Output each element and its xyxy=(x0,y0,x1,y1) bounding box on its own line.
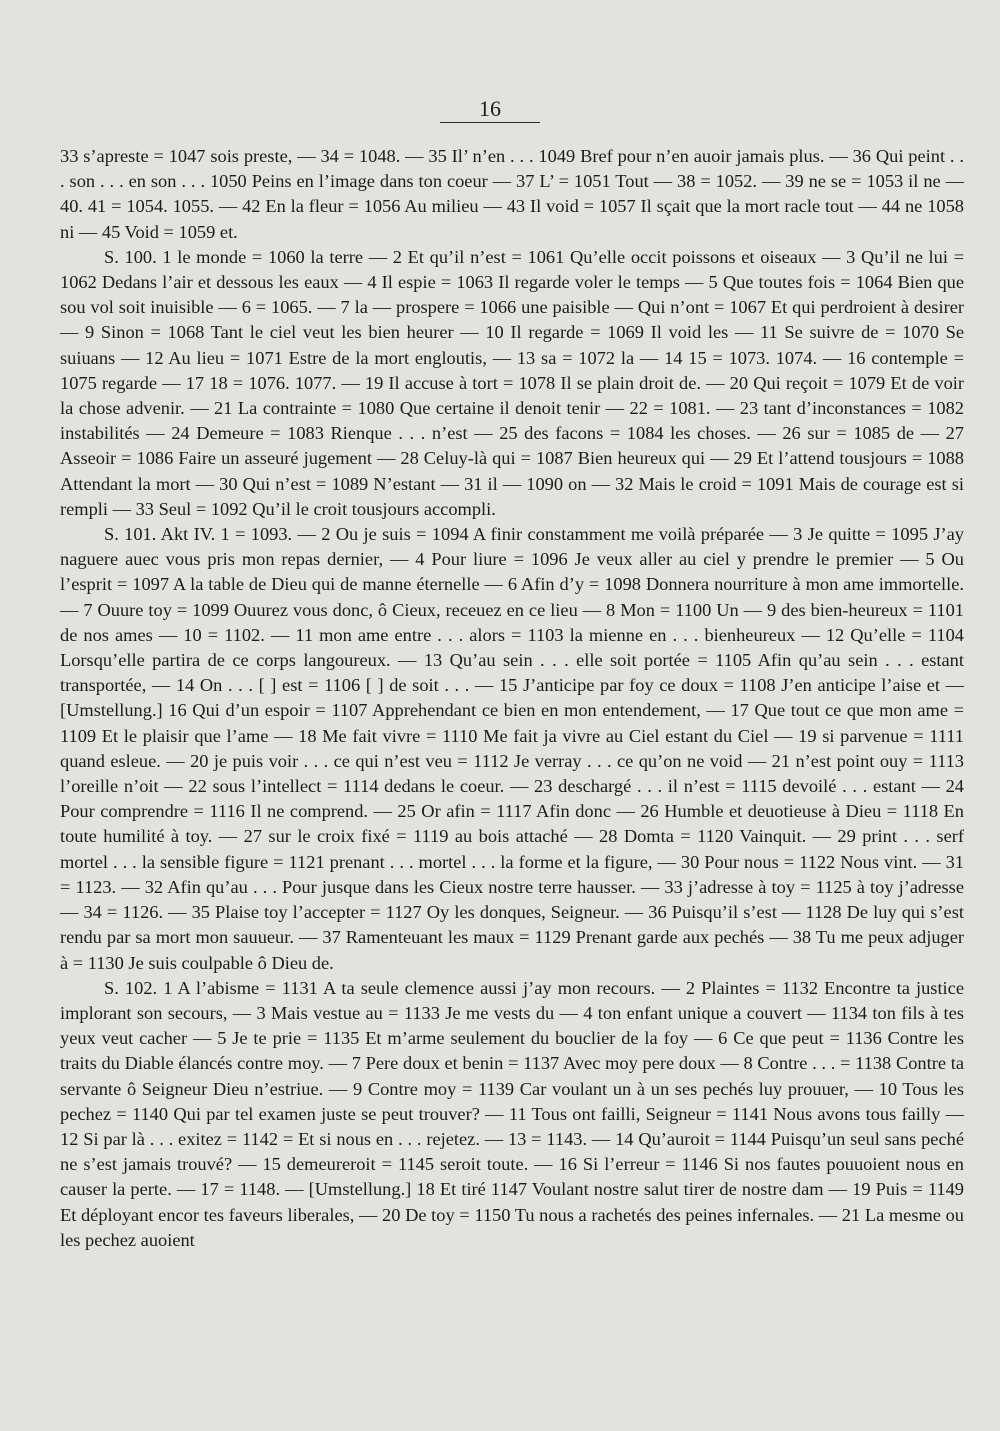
paragraph-continuation: 33 s’apreste = 1047 sois preste, — 34 = 1048. — 35 Il’ n’en . . . 1049 Bref pour n’en auoir jamais plus. — 36 Qui peint . . . son . . . en son . . . 1050 Peins en l’image dans ton coeur — 37 L’ = 1051 Tout — 38 = 1052. — 39 ne se = 1053 il ne — 40. 41 = 1054. 1055. — 42 En la fleur = 1056 Au milieu — 43 Il void = 1057 Il sçait que la mort racle tout — 44 ne 1058 ni — 45 Void = 1059 et. xyxy=(60,146,964,242)
paragraph-s102: S. 102. 1 A l’abisme = 1131 A ta seule clemence aussi j’ay mon recours. — 2 Plaintes = 1132 Encontre ta justice implorant son secours, — 3 Mais vestue au = 1133 Je me vests du — 4 ton enfant unique a couvert — 1134 ton fils à tes yeux veut cacher — 5 Je te prie = 1135 Et m’arme seulement du bouclier de la foy — 6 Ce que peut = 1136 Contre les traits du Diable élancés contre moy. — 7 Pere doux et benin = 1137 Avec moy pere doux — 8 Contre . . . = 1138 Contre ta servante ô Seigneur Dieu n’estriue. — 9 Contre moy = 1139 Car voulant un à un ses pechés luy prouuer, — 10 Tous les pechez = 1140 Qui par tel examen juste se peut trouver? — 11 Tous ont failli, Seigneur = 1141 Nous avons tous failly — 12 Si par là . . . exitez = 1142 = Et si nous en . . . rejetez. — 13 = 1143. — 14 Qu’auroit = 1144 Puisqu’un seul sans peché ne s’est jamais trouvé? — 15 demeureroit = 1145 seroit toute. — 16 Si l’erreur = 1146 Si nos fautes pouuoient nous en causer la perte. — 17 = 1148. — [Umstellung.] 18 Et tiré 1147 Voulant nostre salut tirer de nostre dam — 19 Puis = 1149 Et déployant encor tes faveurs liberales, — 20 De toy = 1150 Tu nous a rachetés des peines infernales. — 21 La mesme ou les pechez auoient xyxy=(60,977,964,1250)
page-number: 16 xyxy=(479,96,501,121)
page-number-rule xyxy=(440,122,540,123)
paragraph-s100: S. 100. 1 le monde = 1060 la terre — 2 Et qu’il n’est = 1061 Qu’elle occit poissons et oiseaux — 3 Qu’il ne lui = 1062 Dedans l’air et dessous les eaux — 4 Il espie = 1063 Il regarde voler le temps — 5 Que toutes fois = 1064 Bien que sou vol soit inuisible — 6 = 1065. — 7 la — prospere = 1066 une paisible — Qui n’ont = 1067 Et qui perdroient à desirer — 9 Sinon = 1068 Tant le ciel veut les bien heurer — 10 Il regarde = 1069 Il void les — 11 Se suivre de = 1070 Se suiuans — 12 Au lieu = 1071 Estre de la mort engloutis, — 13 sa = 1072 la — 14 15 = 1073. 1074. — 16 contemple = 1075 regarde — 17 18 = 1076. 1077. — 19 Il accuse à tort = 1078 Il se plain droit de. — 20 Qui reçoit = 1079 Et de voir la chose advenir. — 21 La contrainte = 1080 Que certaine il denoit tenir — 22 = 1081. — 23 tant d’inconstances = 1082 instabilités — 24 Demeure = 1083 Rienque . . . n’est — 25 des facons = 1084 les choses. — 26 sur = 1085 de — 27 Asseoir = 1086 Faire un asseuré jugement — 28 Celuy-là qui = 1087 Bien heureux qui — 29 Et l’attend tousjours = 1088 Attendant la mort — 30 Qui n’est = 1089 N’estant — 31 il — 1090 on — 32 Mais le croid = 1091 Mais de courage est si rempli — 33 Seul = 1092 Qu’il le croit tousjours accompli. xyxy=(60,246,964,519)
paragraph-s101: S. 101. Akt IV. 1 = 1093. — 2 Ou je suis = 1094 A finir constamment me voilà préparée — 3 Je quitte = 1095 J’ay naguere auec vous pris mon repas dernier, — 4 Pour liure = 1096 Je veux aller au ciel y prendre le premier — 5 Ou l’esprit = 1097 A la table de Dieu qui de manne éternelle — 6 Afin d’y = 1098 Donnera nourriture à mon ame immortelle. — 7 Ouure toy = 1099 Ouurez vous donc, ô Cieux, receuez en ce lieu — 8 Mon = 1100 Un — 9 des bien-heureux = 1101 de nos ames — 10 = 1102. — 11 mon ame entre . . . alors = 1103 la mienne en . . . bienheureux — 12 Qu’elle = 1104 Lorsqu’elle partira de ce corps langoureux. — 13 Qu’au sein . . . elle soit portée = 1105 Afin qu’au sein . . . estant transportée, — 14 On . . . [ ] est = 1106 [ ] de soit . . . — 15 J’anticipe par foy ce doux = 1108 J’en anticipe l’aise et — [Umstellung.] 16 Qui d’un espoir = 1107 Apprehendant ce bien en mon entendement, — 17 Que tout ce que mon ame = 1109 Et le plaisir que l’ame — 18 Me fait vivre = 1110 Me fait ja vivre au Ciel estant du Ciel — 19 si parvenue = 1111 quand esleue. — 20 je puis voir . . . ce qui n’est veu = 1112 Je verray . . . ce qu’on ne void — 21 n’est point ouy = 1113 l’oreille n’oit — 22 sous l’intellect = 1114 dedans le coeur. — 23 deschargé . . . il n’est = 1115 devoilé . . . estant — 24 Pour comprendre = 1116 Il ne comprend. — 25 Or afin = 1117 Afin donc — 26 Humble et deuotieuse à Dieu = 1118 En toute humilité à toy. — 27 sur le croix fixé = 1119 au bois attaché — 28 Domta = 1120 Vainquit. — 29 print . . . serf mortel . . . la sensible figure = 1121 prenant . . . mortel . . . la forme et la figure, — 30 Pour nous = 1122 Nous vint. — 31 = 1123. — 32 Afin qu’au . . . Pour jusque dans les Cieux nostre terre hausser. — 33 j’adresse à toy = 1125 à toy j’adresse — 34 = 1126. — 35 Plaise toy l’accepter = 1127 Oy les donques, Seigneur. — 36 Puisqu’il s’est — 1128 De luy qui s’est rendu par sa mort mon sauueur. — 37 Ramenteuant les maux = 1129 Prenant garde aux pechés — 38 Tu me peux adjuger à = 1130 Je suis coulpable ô Dieu de. xyxy=(60,524,964,973)
body-text xyxy=(60,144,964,1253)
